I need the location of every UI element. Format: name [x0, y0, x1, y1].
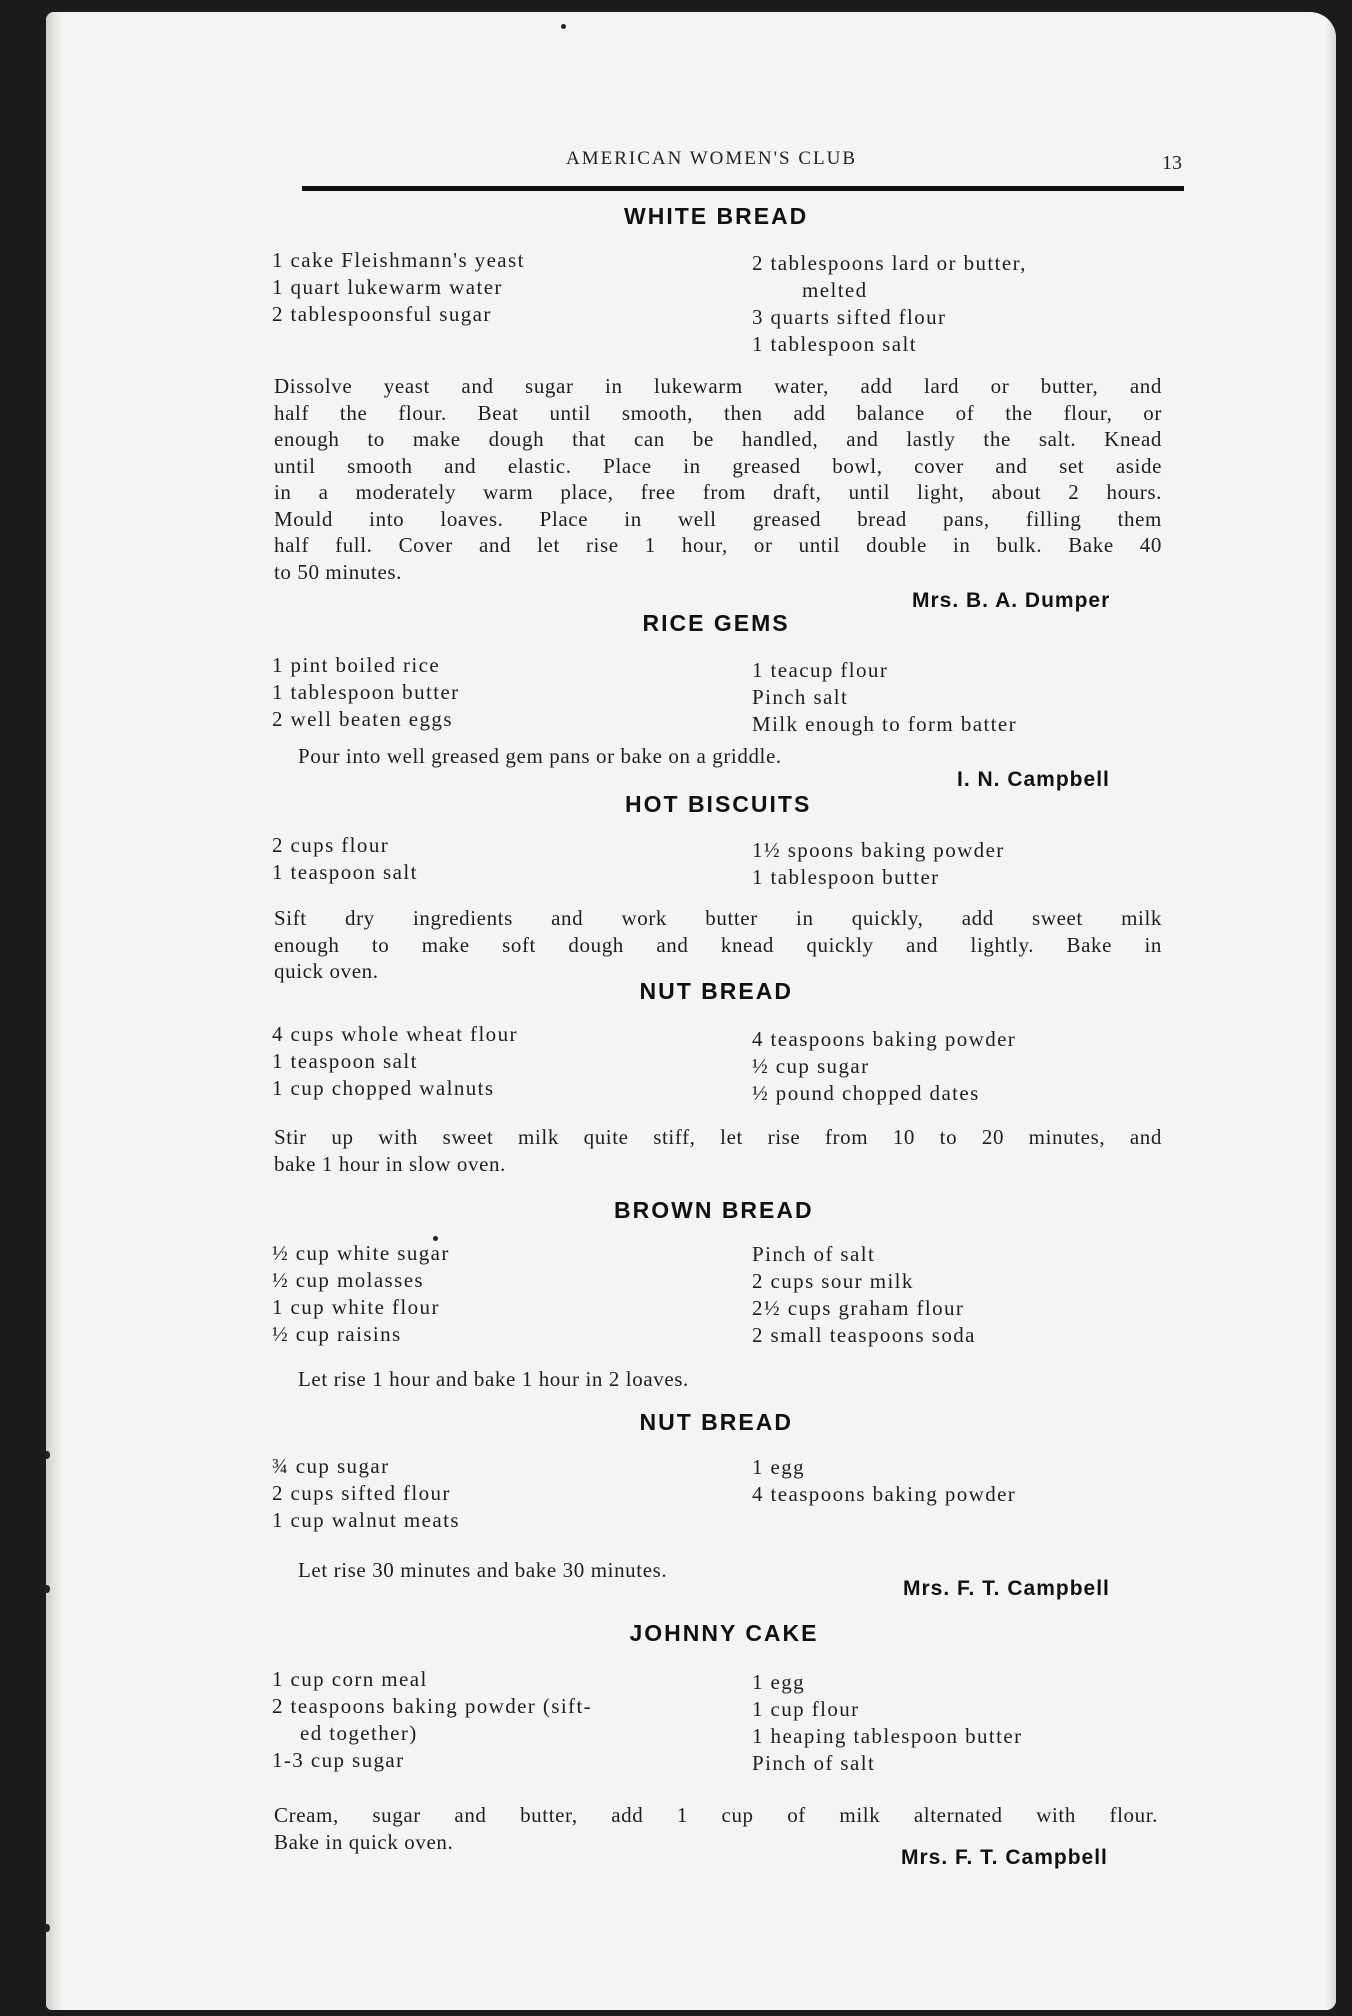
ingredient-right: 1 heaping tablespoon butter	[752, 1724, 1023, 1748]
ingredient-left: ¾ cup sugar	[272, 1454, 390, 1478]
recipe-directions	[274, 373, 1162, 585]
recipe-author: Mrs. F. T. Campbell	[901, 1846, 1108, 1869]
direction-line: quick oven.	[274, 959, 379, 983]
direction-line: in a moderately warm place, free from draft, until light, about 2 hours.	[274, 480, 1162, 504]
ingredient-left: 4 cups whole wheat flour	[272, 1022, 518, 1046]
ingredient-left: 1 teaspoon salt	[272, 1049, 418, 1073]
direction-line: Sift dry ingredients and work butter in quickly, add sweet milk	[274, 906, 1162, 930]
ingredient-left: 1 cup chopped walnuts	[272, 1076, 495, 1100]
recipe-directions	[298, 1366, 689, 1393]
direction-line: Mould into loaves. Place in well greased bread pans, filling them	[274, 506, 1162, 531]
recipe-title: RICE GEMS	[642, 610, 790, 636]
ingredient-left: 1 teaspoon salt	[272, 860, 418, 884]
ingredient-left: 2 tablespoonsful sugar	[272, 302, 492, 326]
recipe-directions	[274, 1124, 1162, 1177]
ingredient-right: 1 teacup flour	[752, 658, 889, 682]
recipe-content	[46, 12, 1336, 2010]
recipe-directions	[298, 743, 782, 770]
ingredient-right: Milk enough to form batter	[752, 712, 1018, 736]
running-head: AMERICAN WOMEN'S CLUB	[566, 148, 858, 169]
direction-line: to 50 minutes.	[274, 559, 402, 584]
ingredient-right: ½ cup sugar	[752, 1054, 870, 1078]
direction-line: half the flour. Beat until smooth, then add balance of the flour, or	[274, 400, 1162, 425]
ingredient-right: ½ pound chopped dates	[752, 1081, 980, 1105]
ingredient-right: 1 egg	[752, 1670, 806, 1694]
ingredient-left: 1-3 cup sugar	[272, 1748, 405, 1772]
recipe-directions	[274, 905, 1162, 985]
ingredient-right: 2½ cups graham flour	[752, 1296, 965, 1320]
ingredient-left: 2 teaspoons baking powder (sift-	[272, 1694, 593, 1718]
binding-mark	[44, 1585, 50, 1593]
ingredient-right: 3 quarts sifted flour	[752, 305, 947, 329]
ingredient-right: 2 cups sour milk	[752, 1269, 914, 1293]
ingredient-right: melted	[802, 278, 868, 302]
ingredient-left: 1 cup white flour	[272, 1295, 440, 1319]
binding-mark	[44, 1451, 50, 1459]
direction-line: Let rise 30 minutes and bake 30 minutes.	[298, 1558, 668, 1582]
direction-line: Pour into well greased gem pans or bake on a griddle.	[298, 744, 782, 768]
recipe-author: I. N. Campbell	[957, 768, 1110, 791]
ingredient-right: 1 tablespoon salt	[752, 332, 917, 356]
book-page	[46, 12, 1336, 2010]
recipe-directions	[298, 1557, 667, 1584]
ingredient-left: 1 cup walnut meats	[272, 1508, 460, 1532]
direction-line: Dissolve yeast and sugar in lukewarm water, add lard or butter, and	[274, 374, 1162, 398]
ingredient-right: 4 teaspoons baking powder	[752, 1482, 1017, 1506]
ingredient-right: 1 egg	[752, 1455, 806, 1479]
direction-line: Let rise 1 hour and bake 1 hour in 2 loaves.	[298, 1367, 689, 1391]
ingredient-right: 1 tablespoon butter	[752, 865, 940, 889]
recipe-author: Mrs. B. A. Dumper	[912, 589, 1111, 612]
direction-line: bake 1 hour in slow oven.	[274, 1151, 506, 1176]
ingredient-right: 1 cup flour	[752, 1697, 860, 1721]
print-speck	[561, 24, 566, 29]
recipe-title: WHITE BREAD	[624, 203, 809, 229]
ingredient-left: 1 tablespoon butter	[272, 680, 460, 704]
recipe-title: HOT BISCUITS	[625, 791, 812, 817]
ingredient-right: 2 small teaspoons soda	[752, 1323, 976, 1347]
recipe-author: Mrs. F. T. Campbell	[903, 1577, 1110, 1600]
ingredient-right: 2 tablespoons lard or butter,	[752, 251, 1027, 275]
ingredient-left: ½ cup molasses	[272, 1268, 424, 1292]
direction-line: Bake in quick oven.	[274, 1829, 454, 1854]
ingredient-left: 1 cake Fleishmann's yeast	[272, 248, 525, 272]
ingredient-left: ½ cup raisins	[272, 1322, 402, 1346]
recipe-title: NUT BREAD	[639, 978, 793, 1004]
print-speck	[433, 1236, 438, 1241]
ingredient-right: 1½ spoons baking powder	[752, 838, 1005, 862]
ingredient-right: Pinch of salt	[752, 1242, 876, 1266]
ingredient-left: 2 cups flour	[272, 833, 390, 857]
ingredient-left: ½ cup white sugar	[272, 1241, 450, 1265]
ingredient-left: 1 pint boiled rice	[272, 653, 441, 677]
direction-line: until smooth and elastic. Place in greased bowl, cover and set aside	[274, 453, 1162, 478]
direction-line: enough to make dough that can be handled, and lastly the salt. Knead	[274, 427, 1162, 451]
ingredient-left: ed together)	[300, 1721, 418, 1745]
recipe-title: JOHNNY CAKE	[629, 1620, 819, 1646]
direction-line: Stir up with sweet milk quite stiff, let rise from 10 to 20 minutes, and	[274, 1125, 1162, 1149]
direction-line: half full. Cover and let rise 1 hour, or until double in bulk. Bake 40	[274, 533, 1162, 557]
ingredient-left: 2 well beaten eggs	[272, 707, 453, 731]
direction-line: enough to make soft dough and knead quickly and lightly. Bake in	[274, 932, 1162, 957]
ingredient-left: 2 cups sifted flour	[272, 1481, 451, 1505]
recipe-title: NUT BREAD	[639, 1409, 793, 1435]
page-number: 13	[1162, 152, 1182, 174]
ingredient-right: Pinch salt	[752, 685, 849, 709]
ingredient-left: 1 quart lukewarm water	[272, 275, 503, 299]
direction-line: Cream, sugar and butter, add 1 cup of milk alternated with flour.	[274, 1803, 1158, 1827]
ingredient-right: Pinch of salt	[752, 1751, 876, 1775]
ingredient-left: 1 cup corn meal	[272, 1667, 428, 1691]
ingredient-right: 4 teaspoons baking powder	[752, 1027, 1017, 1051]
binding-mark	[44, 1924, 50, 1932]
recipe-title: BROWN BREAD	[614, 1197, 814, 1223]
